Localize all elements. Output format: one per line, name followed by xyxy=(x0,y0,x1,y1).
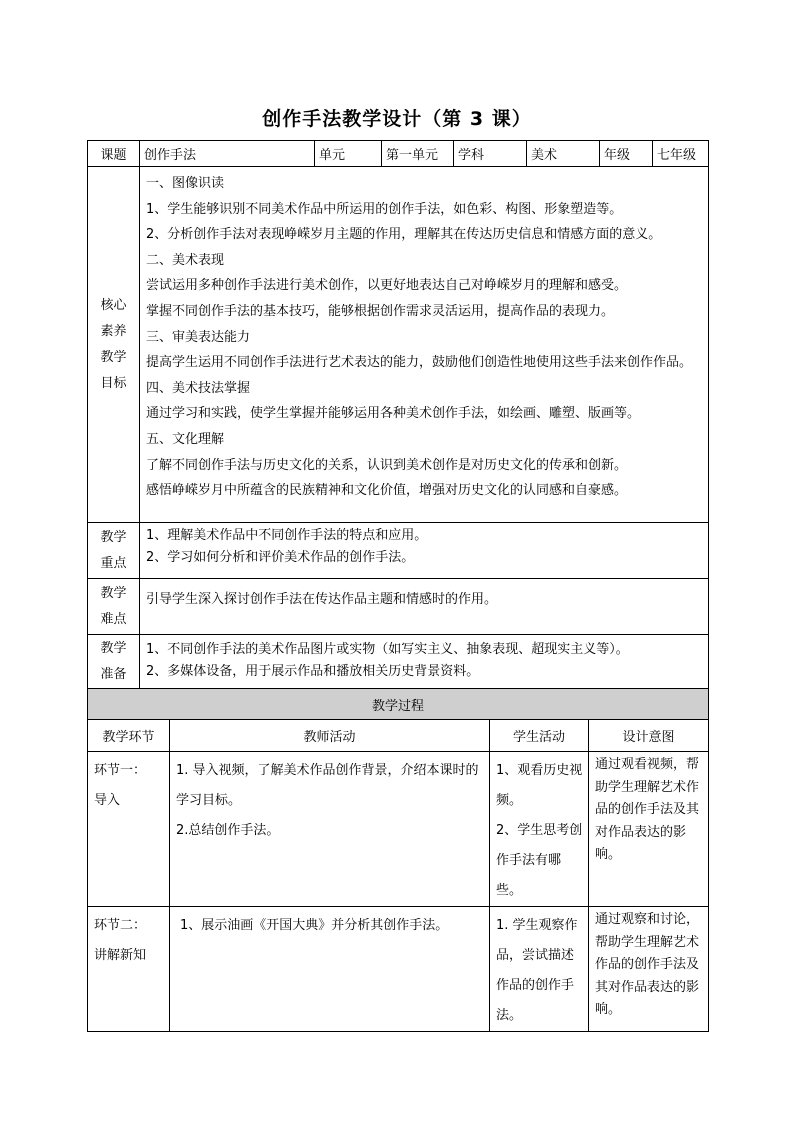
core-goals-row xyxy=(88,167,709,523)
design-intent-cell: 通过观看视频，帮助学生理解艺术作品的创作手法及其对作品表达的影响。 xyxy=(589,752,709,907)
info-row xyxy=(88,141,709,167)
grade-value: 七年级 xyxy=(653,141,709,167)
student-activity-cell: 1、观看历史视频。 2、学生思考创作手法有哪些。 xyxy=(490,752,589,907)
col-teacher: 教师活动 xyxy=(170,720,490,752)
preparation-label: 教学 准备 xyxy=(88,635,140,689)
col-stage: 教学环节 xyxy=(88,720,170,752)
grade-label: 年级 xyxy=(600,141,653,167)
core-goals-label: 核心 素养 教学 目标 xyxy=(88,167,140,523)
difficulties-row xyxy=(88,579,709,635)
table-row xyxy=(88,907,709,1032)
process-header: 教学过程 xyxy=(88,689,709,720)
table-row xyxy=(88,752,709,907)
process-columns-row xyxy=(88,720,709,752)
lesson-info-table xyxy=(87,140,709,689)
stage-cell: 环节二： 讲解新知 xyxy=(88,907,170,1032)
design-intent-cell: 通过观察和讨论，帮助学生理解艺术作品的创作手法及其对作品表达的影响。 xyxy=(589,907,709,1032)
unit-label: 单元 xyxy=(315,141,382,167)
key-points-label: 教学 重点 xyxy=(88,523,140,579)
key-points-row xyxy=(88,523,709,579)
document-title: 创作手法教学设计（第 3 课） xyxy=(262,108,532,130)
preparation-content: 1、不同创作手法的美术作品图片或实物（如写实主义、抽象表现、超现实主义等）。 2、多媒体设备，用于展示作品和播放相关历史背景资料。 xyxy=(140,635,709,689)
key-points-content: 1、理解美术作品中不同创作手法的特点和应用。 2、学习如何分析和评价美术作品的创作手法。 xyxy=(140,523,709,579)
stage-cell: 环节一： 导入 xyxy=(88,752,170,907)
subject-label: 学科 xyxy=(454,141,527,167)
process-table xyxy=(87,688,709,1032)
col-intent: 设计意图 xyxy=(589,720,709,752)
difficulties-content: 引导学生深入探讨创作手法在传达作品主题和情感时的作用。 xyxy=(140,579,709,635)
teacher-activity-cell: 1. 导入视频，了解美术作品创作背景，介绍本课时的学习目标。 2.总结创作手法。 xyxy=(170,752,490,907)
core-goals-content: 一、图像识读 1、学生能够识别不同美术作品中所运用的创作手法，如色彩、构图、形象塑造等。 2、分析创作手法对表现峥嵘岁月主题的作用，理解其在传达历史信息和情感方面的意义。 二、美术表现 尝试运用多种创作手法进行美术创作，以更好地表达自己对峥嵘岁月的理解和感受。 掌握不同创作手法的基本技巧，能够根据创作需求灵活运用，提高作品的表现力。 三、审美表达能力 提高学生运用不同创作手法进行艺术表达的能力，鼓励他们创造性地使用这些手法来创作作品。 四、美术技法掌握 通过学习和实践，使学生掌握并能够运用各种美术创作手法，如绘画、雕塑、版画等。 五、文化理解 了解不同创作手法与历史文化的关系，认识到美术创作是对历史文化的传承和创新。 感悟峥嵘岁月中所蕴含的民族精神和文化价值，增强对历史文化的认同感和自豪感。 xyxy=(140,167,709,523)
preparation-row xyxy=(88,635,709,689)
unit-value: 第一单元 xyxy=(382,141,454,167)
subject-value: 美术 xyxy=(527,141,600,167)
teacher-activity-cell: 1、展示油画《开国大典》并分析其创作手法。 xyxy=(170,907,490,1032)
topic-value: 创作手法 xyxy=(140,141,315,167)
student-activity-cell: 1. 学生观察作品，尝试描述作品的创作手法。 xyxy=(490,907,589,1032)
difficulties-label: 教学 难点 xyxy=(88,579,140,635)
topic-label: 课题 xyxy=(88,141,140,167)
col-student: 学生活动 xyxy=(490,720,589,752)
process-header-row xyxy=(88,689,709,720)
